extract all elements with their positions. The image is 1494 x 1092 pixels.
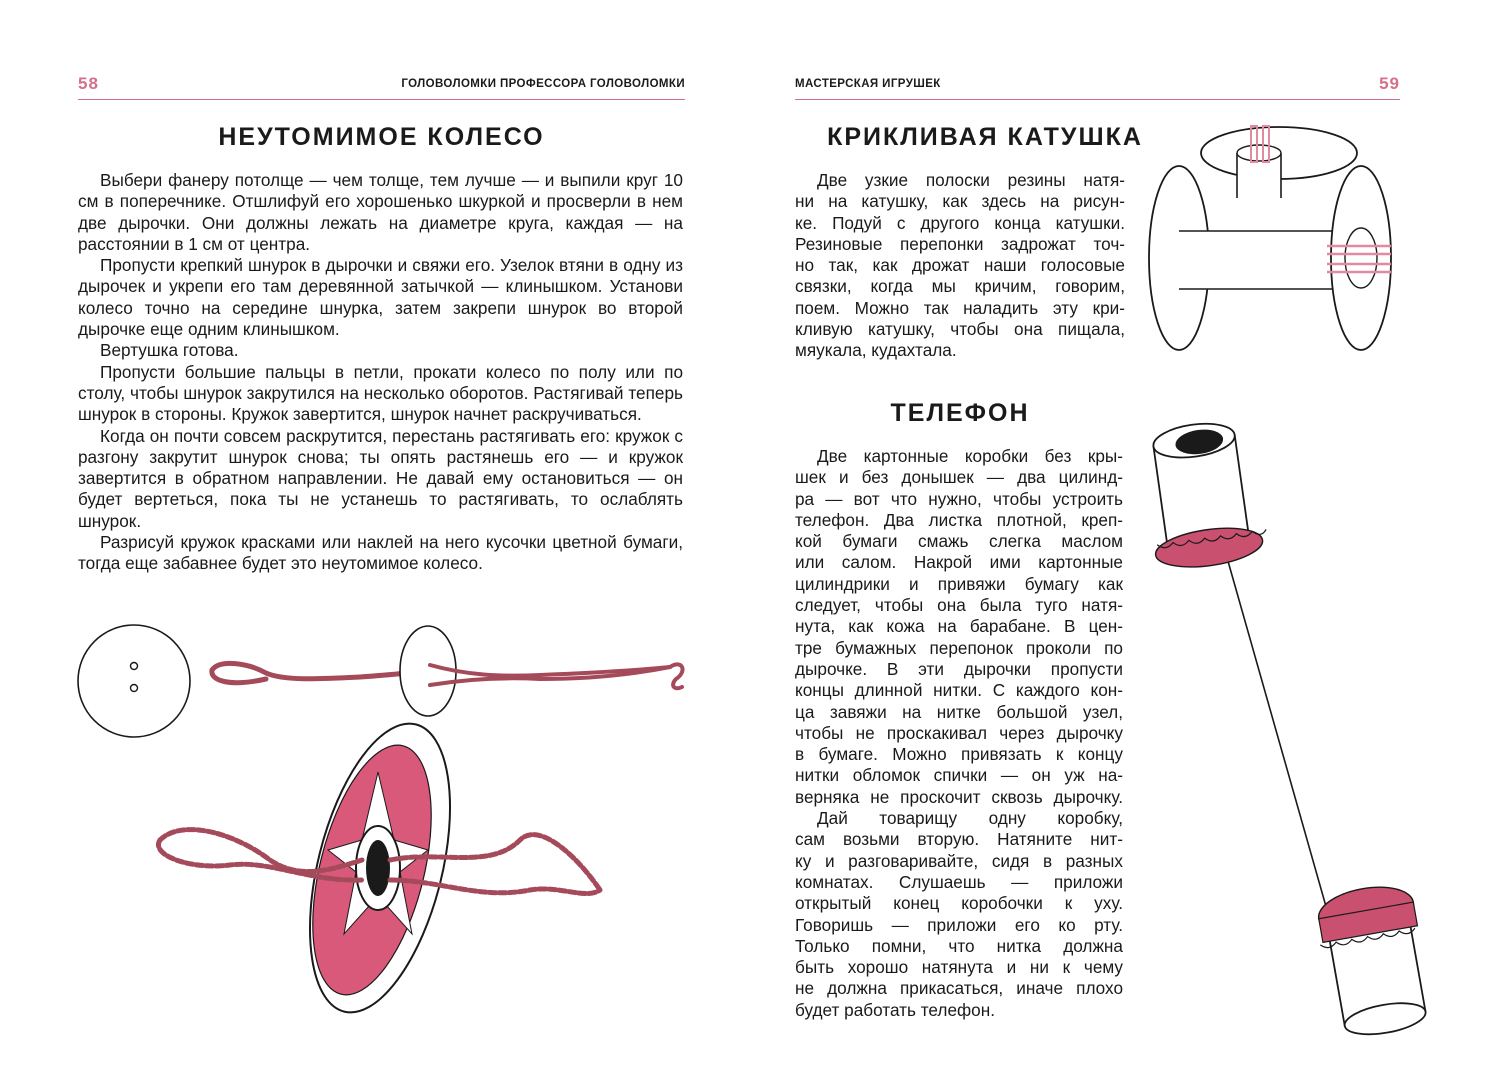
text-line: в бумаге. Можно привязать к концу [795,744,1123,765]
text-line: шек и без донышек — два цилинд- [795,467,1123,488]
text-line: нута, как кожа на барабане. В цен- [795,616,1123,637]
text-line: ца завяжи на нитке большой узел, [795,701,1123,722]
text-line: поем. Можно так наладить эту кри- [795,297,1125,318]
wheel-instructions [78,170,683,575]
paragraph: Выбери фанеру потолще — чем толще, тем лучше — и выпили круг 10 см в поперечнике. Отшлифуй его хорошенько шкуркой и просверли в нем две дырочки. Они должны лежать на диаметре круга, каждая — на расстоянии в 1 см от центра. [78,170,683,254]
spool-illustration [1139,118,1409,363]
text-line: Дай товарищу одну коробку, [817,808,1123,829]
text-line: цилиндрики и привяжи бумагу как [795,573,1123,594]
text-line: следует, чтобы она была туго натя- [795,595,1123,616]
text-line: телефон. Два листка плотной, креп- [795,509,1123,530]
text-line: связки, когда мы кричим, говорим, [795,276,1125,297]
text-line: Две узкие полоски резины натя- [817,170,1125,190]
text-line: или салом. Накрой ими картонные [795,552,1123,573]
string-line [1222,540,1327,910]
right-page [747,0,1494,1092]
text-line: чтобы не проскакивал через дырочку [795,722,1123,743]
text-line: Две картонные коробки без кры- [817,446,1123,466]
text-line: открытый конец коробочки к уху. [795,893,1123,914]
header-rule-left [78,99,685,100]
text-line: но так, как дрожат наши голосовые [795,255,1125,276]
telephone-illustration [1142,420,1422,1040]
bottom-can-image [1312,880,1435,1041]
cord-loop-image [212,663,422,678]
text-line: быть хорошо натянута и ни к чему [795,957,1123,978]
painted-wheel-illustration [130,720,630,1020]
spool-instructions [795,170,1125,362]
text-line: кой бумаги смажь слегка маслом [795,531,1123,552]
paragraph: Разрисуй кружок красками или наклей на него кусочки цветной бумаги, тогда еще забавнее будет это неутомимое колесо. [78,532,683,574]
telephone-instructions [795,446,1123,1021]
text-line: будет работать телефон. [795,999,995,1020]
text-line: дырочке. В эти дырочки пропусти [795,658,1123,679]
text-line: комнатах. Слушаешь — приложи [795,871,1123,892]
header-rule-right [795,99,1400,100]
title-telephone: ТЕЛЕФОН [890,399,1030,427]
text-line: Только помни, что нитка должна [795,935,1123,956]
paragraph: Пропусти крепкий шнурок в дырочки и свяжи его. Узелок втяни в одну из дырочек и укрепи его там деревянной затычкой — клинышком. Установи колесо точно на середине шнурка, затем закрепи шнурок во второй дырочке еще одним клинышком. [78,255,683,340]
title-tireless-wheel: НЕУТОМИМОЕ КОЛЕСО [218,123,545,151]
paragraph: Пропусти большие пальцы в петли, прокати колесо по полу или по столу, чтобы шнурок закрутился на несколько оборотов. Растягивай теперь шнурок в стороны. Кружок завертится, шнурок начнет раскручиваться. [78,361,683,425]
running-header-left: ГОЛОВОЛОМКИ ПРОФЕССОРА ГОЛОВОЛОМКИ [401,78,685,90]
text-line: Резиновые перепонки задрожат точ- [795,233,1125,254]
title-screaming-spool: КРИКЛИВАЯ КАТУШКА [827,123,1143,151]
text-line: кливую катушку, чтобы она пищала, [795,319,1125,340]
text-line: верняка не проскочит сквозь дырочку. [795,786,1123,807]
paragraph: Когда он почти совсем раскрутится, перестань растягивать его: кружок с разгону закрутит шнурок снова; ты опять растянешь его — и кружок завертится в обратном направлении. Не давай ему остановиться — он будет вертеться, пока ты не устанешь то растягивать, то ослаблять шнурок. [78,425,683,531]
text-line: мяукала, кудахтала. [795,340,957,361]
text-line: концы длинной нитки. С каждого кон- [795,680,1123,701]
text-line: сам возьми вторую. Натяните нит- [795,829,1123,850]
top-can-image [1138,417,1270,573]
text-line: ни на катушку, как здесь на рисун- [795,191,1125,212]
page-number-right: 59 [1379,74,1400,93]
text-line: ке. Подуй с другого конца катушки. [795,212,1125,233]
text-line: ку и разговаривайте, сидя в разных [795,850,1123,871]
running-header-right: МАСТЕРСКАЯ ИГРУШЕК [795,78,941,90]
text-line: Говоришь — приложи его ко рту. [795,914,1123,935]
text-line: тре бумажных перепонок проколи по [795,637,1123,658]
text-line: не должна прикасаться, иначе плохо [795,978,1123,999]
page-number-left: 58 [78,74,99,93]
text-line: ра — вот что нужно, чтобы устроить [795,488,1123,509]
text-line: нитки обломок спички — он уж на- [795,765,1123,786]
paragraph: Вертушка готова. [100,340,239,361]
